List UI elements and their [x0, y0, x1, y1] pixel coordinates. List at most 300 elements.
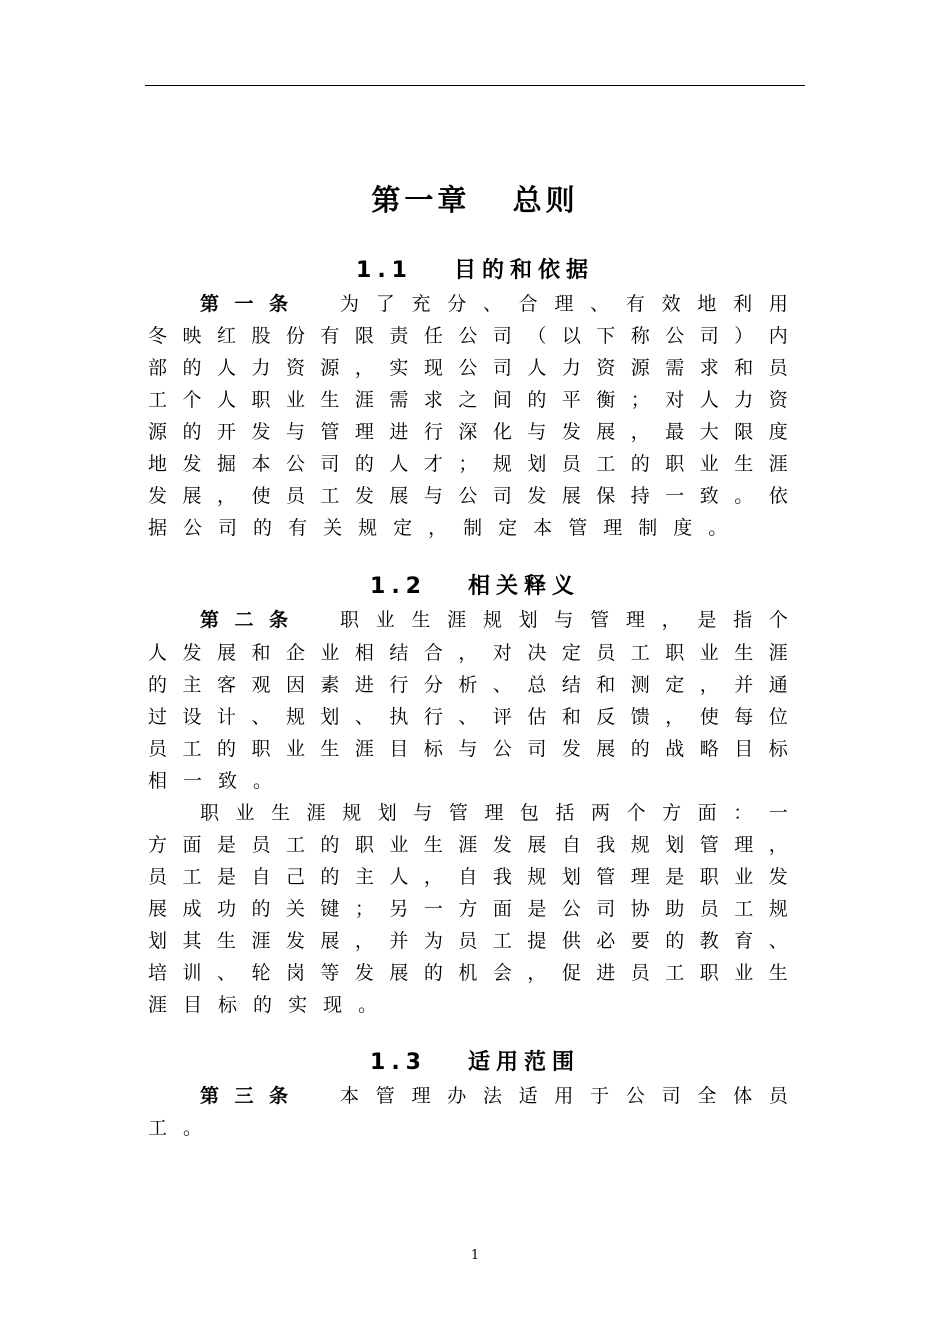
char: 培 — [148, 962, 168, 984]
char: ： — [733, 802, 753, 824]
char: 规 — [492, 453, 512, 475]
char: 规 — [482, 609, 502, 631]
char: 企 — [285, 642, 305, 664]
char: 方 — [662, 802, 682, 824]
char: 划 — [320, 706, 340, 728]
char: 我 — [492, 866, 512, 888]
char: 并 — [734, 674, 754, 696]
char: 责 — [389, 325, 409, 347]
article-2-paragraph2-line — [148, 957, 788, 989]
char: 教 — [699, 930, 719, 952]
article-label-1 — [200, 288, 288, 320]
char: 是 — [665, 866, 685, 888]
char: 展 — [216, 642, 236, 664]
char: 管 — [448, 802, 468, 824]
char: 职 — [665, 642, 685, 664]
char: 管 — [375, 1085, 395, 1107]
char: 有 — [288, 517, 308, 539]
char: 的 — [423, 962, 443, 984]
chapter-title: 第一章 总则 — [371, 183, 579, 217]
char: 业 — [375, 609, 395, 631]
char: 度 — [673, 517, 693, 539]
char: 相 — [354, 642, 374, 664]
char: 公 — [458, 357, 478, 379]
char: 合 — [518, 293, 538, 315]
char: 功 — [216, 898, 236, 920]
char: 员 — [251, 834, 271, 856]
char: 工 — [630, 642, 650, 664]
char: 职 — [200, 802, 220, 824]
article-1-line — [148, 352, 788, 384]
char: 涯 — [768, 453, 788, 475]
char: 包 — [519, 802, 539, 824]
char: 发 — [251, 421, 271, 443]
char: 涯 — [148, 994, 168, 1016]
char: ， — [216, 485, 236, 507]
char: 生 — [734, 453, 754, 475]
char: 、 — [458, 706, 478, 728]
char: 战 — [665, 738, 685, 760]
char: 充 — [411, 293, 431, 315]
char: 指 — [733, 609, 753, 631]
char: 为 — [423, 930, 443, 952]
char: 公 — [492, 738, 512, 760]
char: 略 — [699, 738, 719, 760]
section-heading-1-3: 1.3 适用范围 — [370, 1050, 580, 1075]
char: 发 — [148, 485, 168, 507]
char: 和 — [251, 642, 271, 664]
char: 份 — [285, 325, 305, 347]
char: 人 — [216, 357, 236, 379]
char: 是 — [216, 834, 236, 856]
char: 于 — [590, 1085, 610, 1107]
char: 限 — [354, 325, 374, 347]
char: 关 — [285, 898, 305, 920]
char: 发 — [492, 834, 512, 856]
char: 才 — [423, 453, 443, 475]
char: 涯 — [458, 834, 478, 856]
char: 轮 — [251, 962, 271, 984]
char: 馈 — [630, 706, 650, 728]
char: 展 — [182, 485, 202, 507]
char: 生 — [320, 389, 340, 411]
char: 发 — [561, 738, 581, 760]
char: 的 — [354, 453, 374, 475]
char: 主 — [182, 674, 202, 696]
char: 任 — [423, 325, 443, 347]
article-1-line — [148, 480, 788, 512]
char: 掘 — [216, 453, 236, 475]
header-rule — [145, 85, 805, 86]
char: 涯 — [447, 609, 467, 631]
char: 划 — [377, 802, 397, 824]
article-2-paragraph2-line — [148, 829, 788, 861]
char: 自 — [561, 834, 581, 856]
char: ， — [661, 609, 681, 631]
char: 分 — [423, 674, 443, 696]
char: 的 — [320, 834, 340, 856]
char: ， — [458, 642, 478, 664]
char: 的 — [320, 866, 340, 888]
char: 己 — [285, 866, 305, 888]
char: 自 — [458, 866, 478, 888]
char: 。 — [358, 994, 378, 1016]
char: 体 — [733, 1085, 753, 1107]
char: 三 — [234, 1085, 254, 1107]
char: 法 — [482, 1085, 502, 1107]
char: 条 — [268, 293, 288, 315]
char: 的 — [216, 738, 236, 760]
char: 标 — [423, 738, 443, 760]
char: 员 — [768, 357, 788, 379]
char: 依 — [768, 485, 788, 507]
char: 现 — [423, 357, 443, 379]
char: 定 — [665, 674, 685, 696]
char: 保 — [596, 485, 616, 507]
char: 协 — [630, 898, 650, 920]
char: 工 — [148, 389, 168, 411]
char: 结 — [389, 642, 409, 664]
char: 决 — [527, 642, 547, 664]
article-2-line — [340, 604, 788, 636]
char: 的 — [182, 357, 202, 379]
char: 实 — [389, 357, 409, 379]
char: 职 — [665, 453, 685, 475]
char: 、 — [492, 674, 512, 696]
char: 成 — [182, 898, 202, 920]
char: 管 — [320, 421, 340, 443]
char: 促 — [561, 962, 581, 984]
char: ； — [458, 453, 478, 475]
char: 与 — [285, 421, 305, 443]
char: 、 — [354, 706, 374, 728]
char: 键 — [320, 898, 340, 920]
char: 员 — [458, 930, 478, 952]
char: 。 — [734, 485, 754, 507]
char: 理 — [354, 421, 374, 443]
char: 发 — [182, 642, 202, 664]
char: 自 — [251, 866, 271, 888]
char: 公 — [665, 325, 685, 347]
article-2-paragraph2-line — [148, 893, 788, 925]
char: 和 — [734, 357, 754, 379]
char: 人 — [527, 357, 547, 379]
char: 冬 — [148, 325, 168, 347]
char: 业 — [285, 738, 305, 760]
char: 间 — [492, 389, 512, 411]
char: 理 — [603, 517, 623, 539]
char: 涯 — [354, 389, 374, 411]
char: 和 — [561, 706, 581, 728]
char: 工 — [182, 738, 202, 760]
char: 公 — [458, 325, 478, 347]
char: 测 — [630, 674, 650, 696]
char: 和 — [596, 674, 616, 696]
char: ； — [354, 898, 374, 920]
char: 工 — [734, 898, 754, 920]
char: 面 — [492, 898, 512, 920]
char: ， — [428, 517, 448, 539]
page-number: 1 — [470, 1248, 480, 1263]
char: 业 — [389, 834, 409, 856]
char: 个 — [182, 389, 202, 411]
char: 业 — [734, 962, 754, 984]
char: 要 — [630, 930, 650, 952]
char: 展 — [596, 738, 616, 760]
char: 对 — [492, 642, 512, 664]
char: 需 — [389, 389, 409, 411]
char: 规 — [768, 898, 788, 920]
char: 度 — [768, 421, 788, 443]
char: 有 — [625, 293, 645, 315]
char: 行 — [423, 706, 443, 728]
char: 生 — [216, 930, 236, 952]
char: 机 — [458, 962, 478, 984]
char: 发 — [285, 930, 305, 952]
char: 通 — [768, 674, 788, 696]
article-1-line — [148, 448, 788, 480]
char: ， — [699, 674, 719, 696]
char: 管 — [590, 609, 610, 631]
char: ， — [354, 930, 374, 952]
char: 的 — [630, 453, 650, 475]
char: 职 — [251, 738, 271, 760]
char: 人 — [216, 389, 236, 411]
char: 规 — [630, 834, 650, 856]
char: ， — [423, 866, 443, 888]
char: 职 — [340, 609, 360, 631]
article-3-line — [148, 1112, 788, 1144]
char: 利 — [733, 293, 753, 315]
char: 展 — [389, 485, 409, 507]
char: 必 — [596, 930, 616, 952]
char: 训 — [182, 962, 202, 984]
char: 员 — [148, 738, 168, 760]
char: 之 — [458, 389, 478, 411]
section-heading-1-1: 1.1 目的和依据 — [356, 258, 594, 283]
section-heading-1-2: 1.2 相关释义 — [370, 574, 580, 599]
char: 全 — [697, 1085, 717, 1107]
char: 的 — [630, 738, 650, 760]
char: 展 — [320, 930, 340, 952]
char: 涯 — [306, 802, 326, 824]
char: 司 — [492, 325, 512, 347]
char: （ — [527, 325, 547, 347]
char: 力 — [734, 389, 754, 411]
char: 的 — [251, 898, 271, 920]
char: 理 — [554, 293, 574, 315]
char: 。 — [183, 1117, 203, 1139]
char: 执 — [389, 706, 409, 728]
char: 办 — [447, 1085, 467, 1107]
char: 员 — [285, 485, 305, 507]
char: ， — [768, 834, 788, 856]
char: 员 — [148, 866, 168, 888]
article-1-line — [148, 384, 788, 416]
char: 发 — [182, 453, 202, 475]
char: 相 — [148, 770, 168, 792]
char: 的 — [148, 674, 168, 696]
char: 、 — [251, 706, 271, 728]
char: 人 — [148, 642, 168, 664]
char: 提 — [527, 930, 547, 952]
char: 理 — [630, 866, 650, 888]
article-1-line — [148, 512, 788, 544]
char: 致 — [699, 485, 719, 507]
char: 一 — [234, 293, 254, 315]
char: 司 — [596, 898, 616, 920]
char: 资 — [596, 357, 616, 379]
char: 第 — [200, 1085, 220, 1107]
char: 工 — [148, 1117, 168, 1139]
char: 公 — [458, 485, 478, 507]
char: ， — [630, 421, 650, 443]
char: 划 — [665, 834, 685, 856]
char: 人 — [389, 866, 409, 888]
char: 规 — [342, 802, 362, 824]
char: 源 — [630, 357, 650, 379]
char: 划 — [561, 866, 581, 888]
char: 的 — [253, 517, 273, 539]
char: 发 — [561, 421, 581, 443]
char: 力 — [251, 357, 271, 379]
char: 计 — [216, 706, 236, 728]
char: 个 — [768, 609, 788, 631]
char: 用 — [768, 293, 788, 315]
char: 有 — [320, 325, 340, 347]
char: 职 — [699, 962, 719, 984]
char: 业 — [734, 866, 754, 888]
char: 生 — [768, 962, 788, 984]
char: 员 — [699, 898, 719, 920]
char: 观 — [251, 674, 271, 696]
char: 业 — [320, 642, 340, 664]
article-2-line — [148, 733, 788, 765]
char: 结 — [561, 674, 581, 696]
char: 合 — [423, 642, 443, 664]
char: 公 — [183, 517, 203, 539]
char: 、 — [482, 293, 502, 315]
char: 一 — [423, 898, 443, 920]
char: 分 — [447, 293, 467, 315]
char: 与 — [458, 738, 478, 760]
article-label-2 — [200, 604, 288, 636]
char: 展 — [561, 485, 581, 507]
char: 地 — [148, 453, 168, 475]
char: 岗 — [285, 962, 305, 984]
char: 称 — [630, 325, 650, 347]
char: 内 — [768, 325, 788, 347]
char: 总 — [527, 674, 547, 696]
char: 业 — [699, 453, 719, 475]
char: 公 — [561, 898, 581, 920]
char: 规 — [358, 517, 378, 539]
char: 本 — [533, 517, 553, 539]
char: 使 — [699, 706, 719, 728]
char: 致 — [218, 770, 238, 792]
char: 方 — [458, 898, 478, 920]
char: 用 — [554, 1085, 574, 1107]
char: 衡 — [596, 389, 616, 411]
article-1-line — [148, 416, 788, 448]
article-2-line — [148, 765, 788, 797]
char: 因 — [285, 674, 305, 696]
char: 。 — [253, 770, 273, 792]
char: 第 — [200, 609, 220, 631]
char: 等 — [320, 962, 340, 984]
char: 对 — [665, 389, 685, 411]
char: 面 — [697, 802, 717, 824]
article-2-line — [148, 669, 788, 701]
char: 。 — [708, 517, 728, 539]
article-2-line — [148, 637, 788, 669]
char: 业 — [699, 642, 719, 664]
char: 展 — [596, 421, 616, 443]
article-1-line — [148, 320, 788, 352]
char: 司 — [492, 357, 512, 379]
char: 反 — [596, 706, 616, 728]
char: 目 — [734, 738, 754, 760]
char: 股 — [251, 325, 271, 347]
char: 开 — [216, 421, 236, 443]
char: 的 — [253, 994, 273, 1016]
char: 与 — [413, 802, 433, 824]
char: 平 — [561, 389, 581, 411]
char: 职 — [699, 866, 719, 888]
char: 展 — [148, 898, 168, 920]
char: 理 — [411, 1085, 431, 1107]
char: 涯 — [251, 930, 271, 952]
char: 方 — [148, 834, 168, 856]
char: 公 — [625, 1085, 645, 1107]
char: 司 — [218, 517, 238, 539]
char: 位 — [768, 706, 788, 728]
char: 据 — [148, 517, 168, 539]
char: 工 — [492, 930, 512, 952]
char: 、 — [768, 930, 788, 952]
char: 条 — [268, 1085, 288, 1107]
char: 最 — [665, 421, 685, 443]
char: 资 — [768, 389, 788, 411]
article-label-3 — [200, 1080, 288, 1112]
article-3-line — [340, 1080, 788, 1112]
char: 每 — [734, 706, 754, 728]
char: 与 — [527, 421, 547, 443]
char: 目 — [389, 738, 409, 760]
char: 源 — [148, 421, 168, 443]
char: 一 — [665, 485, 685, 507]
char: 部 — [148, 357, 168, 379]
char: 业 — [235, 802, 255, 824]
char: 以 — [561, 325, 581, 347]
char: 主 — [354, 866, 374, 888]
char: 司 — [320, 453, 340, 475]
char: 求 — [699, 357, 719, 379]
char: 深 — [458, 421, 478, 443]
char: 工 — [320, 485, 340, 507]
char: 过 — [148, 706, 168, 728]
char: 现 — [323, 994, 343, 1016]
char: 力 — [561, 357, 581, 379]
char: 人 — [699, 389, 719, 411]
char: 育 — [734, 930, 754, 952]
char: 的 — [182, 421, 202, 443]
char: 的 — [527, 389, 547, 411]
char: 制 — [638, 517, 658, 539]
char: 效 — [661, 293, 681, 315]
char: 标 — [768, 738, 788, 760]
char: 工 — [182, 866, 202, 888]
